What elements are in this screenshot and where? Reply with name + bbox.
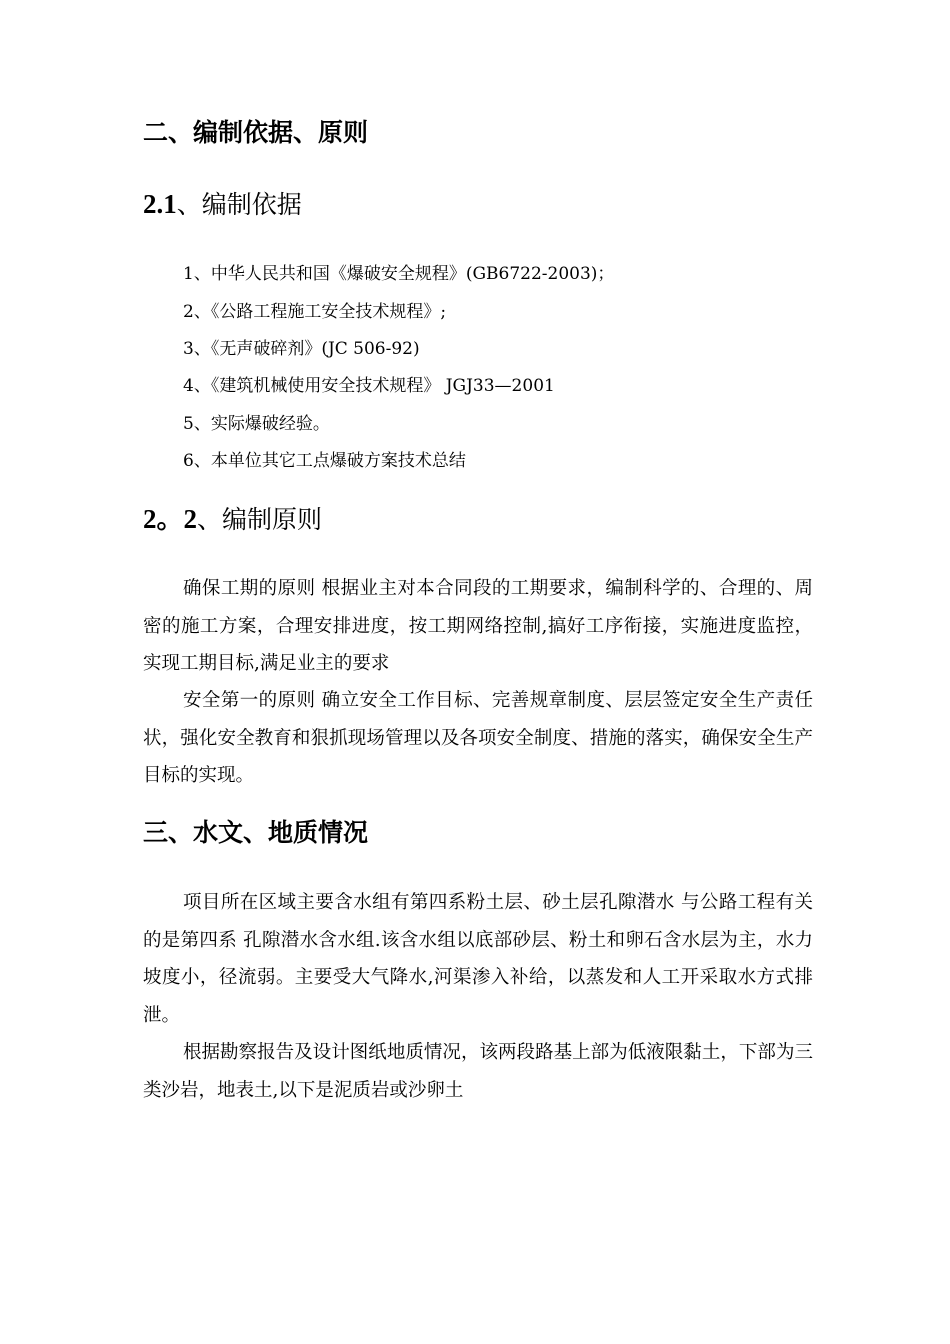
basis-item-3: 3、《无声破碎剂》(JC 506-92) [183,339,420,359]
hydrology-paragraph-1: 项目所在区域主要含水组有第四系粉土层、砂土层孔隙潜水 与公路工程有关的是第四系 孔隙潜水含水组.该含水组以底部砂层、粉土和卵石含水层为主，水力坡度小，径流弱。主要受大气降水,河渠渗入补给，以蒸发和人工开采取水方式排泄。 [143,892,813,1026]
basis-item-5: 5、实际爆破经验。 [183,414,330,434]
section-2-1-title: 、编制依据 [176,190,302,219]
basis-item-2: 2、《公路工程施工安全技术规程》; [183,302,447,322]
basis-item-4: 4、《建筑机械使用安全技术规程》 JGJ33—2001 [183,376,555,396]
principle-paragraph-2: 安全第一的原则 确立安全工作目标、完善规章制度、层层签定安全生产责任状，强化安全教育和狠抓现场管理以及各项安全制度、措施的落实，确保安全生产目标的实现。 [143,690,813,786]
section-2-2-title: 、编制原则 [197,505,323,534]
section-2-2-number: 2。2 [143,504,197,534]
section-2-1-number: 2.1 [143,189,177,219]
section-2-heading: 二、编制依据、原则 [143,118,369,147]
section-2-1-heading [143,187,302,222]
hydrology-paragraph-2: 根据勘察报告及设计图纸地质情况，该两段路基上部为低液限黏土，下部为三类沙岩，地表土,以下是泥质岩或沙卵土 [143,1042,813,1101]
principle-paragraph-1: 确保工期的原则 根据业主对本合同段的工期要求，编制科学的、合理的、周密的施工方案，合理安排进度，按工期网络控制,搞好工序衔接，实施进度监控，实现工期目标,满足业主的要求 [143,578,813,674]
basis-item-1: 1、中华人民共和国《爆破安全规程》(GB6722-2003)； [183,264,615,284]
basis-item-6: 6、本单位其它工点爆破方案技术总结 [183,451,466,471]
section-2-2-heading [143,502,322,537]
section-3-heading: 三、水文、地质情况 [143,818,369,847]
